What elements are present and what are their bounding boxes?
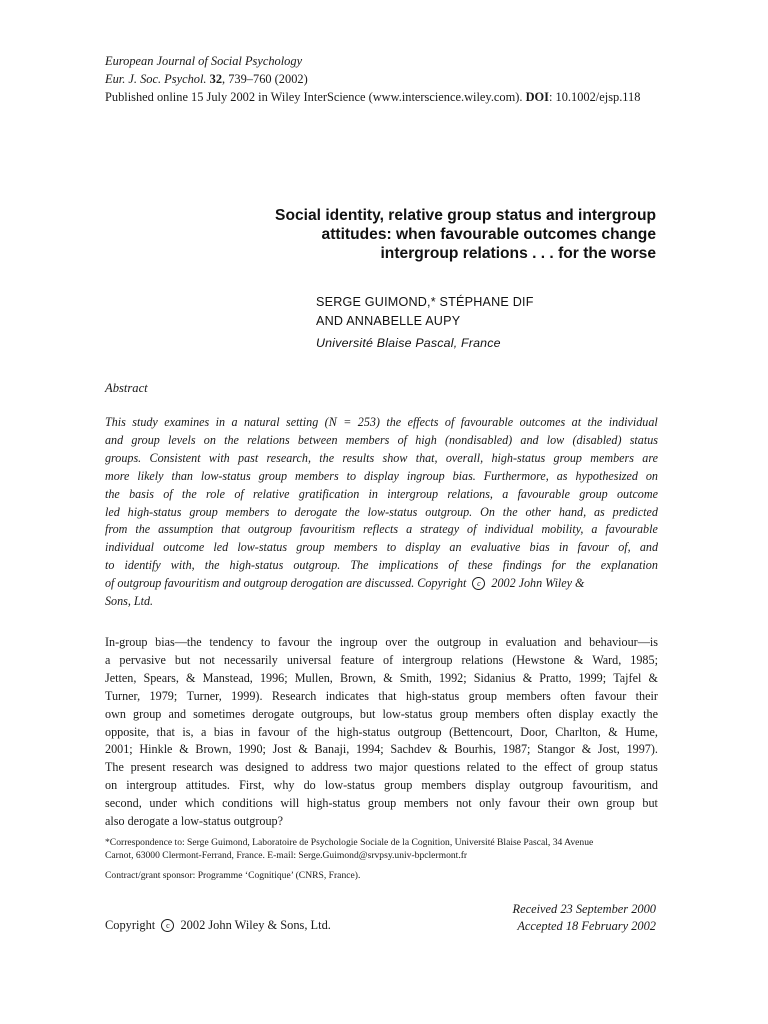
copyright-notice bbox=[105, 918, 331, 933]
abstract-line: of outgroup favouritism and outgroup derogation are discussed. Copyright bbox=[105, 576, 467, 591]
abstract-line: to identify with, the high-status outgroup. The implications of these findings for the explanation bbox=[105, 558, 658, 573]
body-line: In-group bias—the tendency to favour the ingroup over the outgroup in evaluation and behaviour—is bbox=[105, 635, 658, 649]
abstract-line: individual outcome led low-status group members to display an evaluative bias in favour of, and bbox=[105, 540, 658, 555]
article-title bbox=[136, 206, 656, 263]
copyright-symbol: c bbox=[472, 577, 485, 590]
body-paragraph bbox=[105, 634, 658, 831]
authors-line: AND ANNABELLE AUPY bbox=[316, 314, 461, 328]
body-line: Jetten, Spears, & Manstead, 1996; Mullen, Brown, & Smith, 1992; Sidanius & Pratto, 1999; Tajfel & bbox=[105, 670, 658, 685]
abstract-line: Sons, Ltd. bbox=[105, 594, 154, 609]
body-line: opposite, that is, a bias in favour of the high-status outgroup (Bettencourt, Door, Charlton, & Hume, bbox=[105, 724, 658, 739]
body-line: on intergroup attitudes. First, why do low-status group members display outgroup favouritism, and bbox=[105, 778, 658, 793]
footnotes bbox=[105, 836, 658, 883]
affiliation: Université Blaise Pascal, France bbox=[316, 336, 501, 350]
correspondence-note: Carnot, 63000 Clermont-Ferrand, France. E-mail: Serge.Guimond@srvpsy.univ-bpclermont.fr bbox=[105, 850, 468, 862]
abstract-line: from the assumption that outgroup favouritism reflects a strategy of individual mobility, a favourable bbox=[105, 522, 658, 537]
submission-dates bbox=[513, 901, 656, 935]
abstract-copyright-tail: 2002 John Wiley & bbox=[491, 576, 585, 591]
abstract-line-copyright bbox=[105, 575, 658, 593]
doi-value: : 10.1002/ejsp.118 bbox=[549, 90, 641, 104]
journal-citation bbox=[105, 70, 665, 88]
body-line: 2001; Hinkle & Brown, 1990; Jost & Banaji, 1994; Sachdev & Bourhis, 1987; Stangor & Jost, 1997). bbox=[105, 742, 658, 757]
received-date: Received 23 September 2000 bbox=[512, 902, 656, 916]
abstract-line: more likely than low-status group members to display ingroup bias. Furthermore, as hypothesized on bbox=[105, 468, 658, 483]
abstract-line: groups. Consistent with past research, the results show that, overall, high-status group members are bbox=[105, 450, 658, 465]
journal-header bbox=[105, 52, 665, 106]
authors-line: SERGE GUIMOND,* STÉPHANE DIF bbox=[316, 295, 534, 309]
pages-year: , 739–760 (2002) bbox=[222, 72, 308, 86]
volume-number: 32 bbox=[209, 72, 223, 86]
copyright-symbol: c bbox=[161, 919, 174, 932]
abstract-line: This study examines in a natural setting (N = 253) the effects of favourable outcomes at the individual bbox=[105, 415, 658, 429]
body-line: a pervasive but not necessarily universal feature of intergroup relations (Hewstone & Ward, 1985; bbox=[105, 652, 658, 667]
grant-sponsor-note: Contract/grant sponsor: Programme ‘Cognitique’ (CNRS, France). bbox=[105, 870, 361, 882]
copyright-text: 2002 John Wiley & Sons, Ltd. bbox=[180, 918, 331, 932]
abstract-text bbox=[105, 414, 658, 611]
title-line: intergroup relations . . . for the worse bbox=[380, 245, 656, 262]
copyright-prefix: Copyright bbox=[105, 918, 156, 932]
journal-name: European Journal of Social Psychology bbox=[105, 54, 303, 68]
body-line: The present research was designed to address two major questions related to the effect of group status bbox=[105, 760, 658, 775]
body-line: also derogate a low-status outgroup? bbox=[105, 814, 284, 829]
body-line: second, under which conditions will high-status group members not only favour their own group but bbox=[105, 796, 658, 811]
citation-abbrev: Eur. J. Soc. Psychol. bbox=[105, 72, 207, 86]
title-line: Social identity, relative group status and intergroup bbox=[275, 207, 656, 224]
abstract-line: led high-status group members to derogate the low-status outgroup. On the other hand, as predicted bbox=[105, 504, 658, 519]
accepted-date: Accepted 18 February 2002 bbox=[517, 919, 656, 933]
abstract-line: the basis of the role of relative gratification in intergroup relations, a favourable group outcome bbox=[105, 486, 658, 501]
published-online: Published online 15 July 2002 in Wiley InterScience (www.interscience.wiley.com). bbox=[105, 90, 523, 104]
correspondence-note: *Correspondence to: Serge Guimond, Laboratoire de Psychologie Sociale de la Cognition, Université Blaise Pascal, 34 Avenue bbox=[105, 837, 594, 848]
body-line: Turner, 1979; Turner, 1999). Research indicates that high-status group members often favour their bbox=[105, 688, 658, 703]
publication-line bbox=[105, 88, 665, 106]
doi-label: DOI bbox=[525, 90, 549, 104]
abstract-line: and group levels on the relations between members of high (nondisabled) and low (disabled) status bbox=[105, 432, 658, 447]
author-list bbox=[316, 293, 676, 353]
abstract-heading: Abstract bbox=[105, 381, 148, 395]
title-line: attitudes: when favourable outcomes change bbox=[321, 226, 656, 243]
body-line: own group and sometimes derogate outgroups, but low-status group members often display exactly the bbox=[105, 706, 658, 721]
